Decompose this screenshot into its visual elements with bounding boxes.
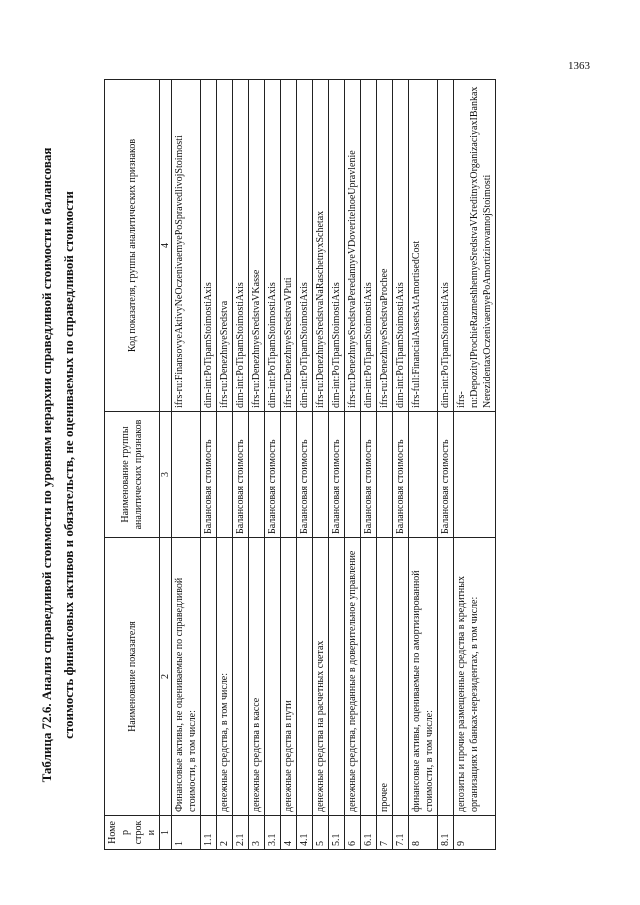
table-row <box>409 80 438 850</box>
table-row <box>172 80 201 850</box>
group-name-cell: Балансовая стоимость <box>201 412 217 538</box>
table-title <box>36 80 80 850</box>
code-cell: ifrs-full:FinancialAssetsAtAmortisedCost <box>409 80 438 412</box>
group-name-cell <box>249 412 265 538</box>
table-header-row <box>105 80 160 850</box>
indicator-name-cell <box>438 538 454 816</box>
row-number-cell: 6.1 <box>361 816 377 850</box>
group-name-cell <box>409 412 438 538</box>
column-number: 2 <box>160 538 172 816</box>
row-number-cell: 7.1 <box>393 816 409 850</box>
column-number: 1 <box>160 816 172 850</box>
table-row <box>233 80 249 850</box>
group-name-cell <box>377 412 393 538</box>
row-number-cell: 2.1 <box>233 816 249 850</box>
indicator-name-cell: денежные средства на расчетных счетах <box>313 538 329 816</box>
indicator-name-cell: денежные средства, переданные в доверительное управление <box>345 538 361 816</box>
row-number-cell: 9 <box>454 816 496 850</box>
indicator-name-cell <box>329 538 345 816</box>
table-row <box>217 80 233 850</box>
indicator-name-cell <box>297 538 313 816</box>
code-cell: dim-int:PoTipamStoimostiAxis <box>233 80 249 412</box>
group-name-cell <box>345 412 361 538</box>
row-number-cell: 3.1 <box>265 816 281 850</box>
indicator-name-cell: прочее <box>377 538 393 816</box>
group-name-cell: Балансовая стоимость <box>297 412 313 538</box>
indicator-name-cell: денежные средства в пути <box>281 538 297 816</box>
row-number-cell: 2 <box>217 816 233 850</box>
column-number: 4 <box>160 80 172 412</box>
table-row <box>201 80 217 850</box>
row-number-cell: 1 <box>172 816 201 850</box>
code-cell: ifrs-ru:DenezhnyeSredstvaVPuti <box>281 80 297 412</box>
group-name-cell: Балансовая стоимость <box>393 412 409 538</box>
table-row <box>393 80 409 850</box>
code-cell: ifrs-ru:DenezhnyeSredstvaPeredannyeVDoveritelnoeUpravlenie <box>345 80 361 412</box>
column-number: 3 <box>160 412 172 538</box>
table-row <box>281 80 297 850</box>
indicator-name-cell: финансовые активы, оцениваемые по амортизированной стоимости, в том числе: <box>409 538 438 816</box>
header-group-name: Наименование группы аналитических признаков <box>105 412 160 538</box>
title-line-1: Таблица 72.6. Анализ справедливой стоимости по уровням иерархии справедливой стоимости и балансовая <box>39 147 54 783</box>
table-row <box>249 80 265 850</box>
code-cell: dim-int:PoTipamStoimostiAxis <box>393 80 409 412</box>
group-name-cell: Балансовая стоимость <box>265 412 281 538</box>
group-name-cell <box>281 412 297 538</box>
code-cell: ifrs-ru:DenezhnyeSredstvaNaRaschetnyxSchetax <box>313 80 329 412</box>
row-number-cell: 3 <box>249 816 265 850</box>
group-name-cell: Балансовая стоимость <box>233 412 249 538</box>
group-name-cell: Балансовая стоимость <box>438 412 454 538</box>
header-indicator-name: Наименование показателя <box>105 538 160 816</box>
row-number-cell: 7 <box>377 816 393 850</box>
column-number-row <box>160 80 172 850</box>
fair-value-table <box>104 79 496 850</box>
table-row <box>313 80 329 850</box>
table-row <box>345 80 361 850</box>
indicator-name-cell: денежные средства в кассе <box>249 538 265 816</box>
code-cell: dim-int:PoTipamStoimostiAxis <box>329 80 345 412</box>
code-cell: ifrs-ru:DenezhnyeSredstvaProchee <box>377 80 393 412</box>
table-row <box>265 80 281 850</box>
code-cell: ifrs-ru:DenezhnyeSredstvaVKasse <box>249 80 265 412</box>
code-cell: dim-int:PoTipamStoimostiAxis <box>265 80 281 412</box>
code-cell: ifrs-ru:DenezhnyeSredstva <box>217 80 233 412</box>
row-number-cell: 6 <box>345 816 361 850</box>
row-number-cell: 8 <box>409 816 438 850</box>
row-number-cell: 1.1 <box>201 816 217 850</box>
code-cell: ifrs-ru:DepozityIProchieRazmeshhennyeSredstvaVKreditnyxOrganizaciyaxIBankaxNerezidentaxOczenivaemyePoAmortizirovannojStoimosti <box>454 80 496 412</box>
page-number: 1363 <box>568 60 590 72</box>
table-row <box>454 80 496 850</box>
rotated-page-content <box>36 80 596 850</box>
code-cell: dim-int:PoTipamStoimostiAxis <box>201 80 217 412</box>
indicator-name-cell: денежные средства, в том числе: <box>217 538 233 816</box>
indicator-name-cell <box>265 538 281 816</box>
indicator-name-cell <box>393 538 409 816</box>
indicator-name-cell: депозиты и прочие размещенные средства в кредитных организациях и банках-нерезидентах, в том числе: <box>454 538 496 816</box>
code-cell: ifrs-ru:FinansovyeAktivyNeOczenivaemyePoSpravedlivojStoimosti <box>172 80 201 412</box>
row-number-cell: 5 <box>313 816 329 850</box>
group-name-cell <box>217 412 233 538</box>
row-number-cell: 4 <box>281 816 297 850</box>
code-cell: dim-int:PoTipamStoimostiAxis <box>361 80 377 412</box>
group-name-cell <box>313 412 329 538</box>
group-name-cell: Балансовая стоимость <box>361 412 377 538</box>
table-row <box>297 80 313 850</box>
indicator-name-cell <box>361 538 377 816</box>
indicator-name-cell: Финансовые активы, не оцениваемые по справедливой стоимости, в том числе: <box>172 538 201 816</box>
indicator-name-cell <box>233 538 249 816</box>
group-name-cell <box>172 412 201 538</box>
header-code: Код показателя, группы аналитических признаков <box>105 80 160 412</box>
table-row <box>377 80 393 850</box>
code-cell: dim-int:PoTipamStoimostiAxis <box>297 80 313 412</box>
row-number-cell: 8.1 <box>438 816 454 850</box>
row-number-cell: 4.1 <box>297 816 313 850</box>
table-row <box>438 80 454 850</box>
table-body <box>172 80 496 850</box>
code-cell: dim-int:PoTipamStoimostiAxis <box>438 80 454 412</box>
table-row <box>329 80 345 850</box>
indicator-name-cell <box>201 538 217 816</box>
group-name-cell: Балансовая стоимость <box>329 412 345 538</box>
group-name-cell <box>454 412 496 538</box>
title-line-2: стоимость финансовых активов и обязательств, не оцениваемых по справедливой стоимости <box>61 191 76 739</box>
table-row <box>361 80 377 850</box>
row-number-cell: 5.1 <box>329 816 345 850</box>
header-row-number: Номер строки <box>105 816 160 850</box>
